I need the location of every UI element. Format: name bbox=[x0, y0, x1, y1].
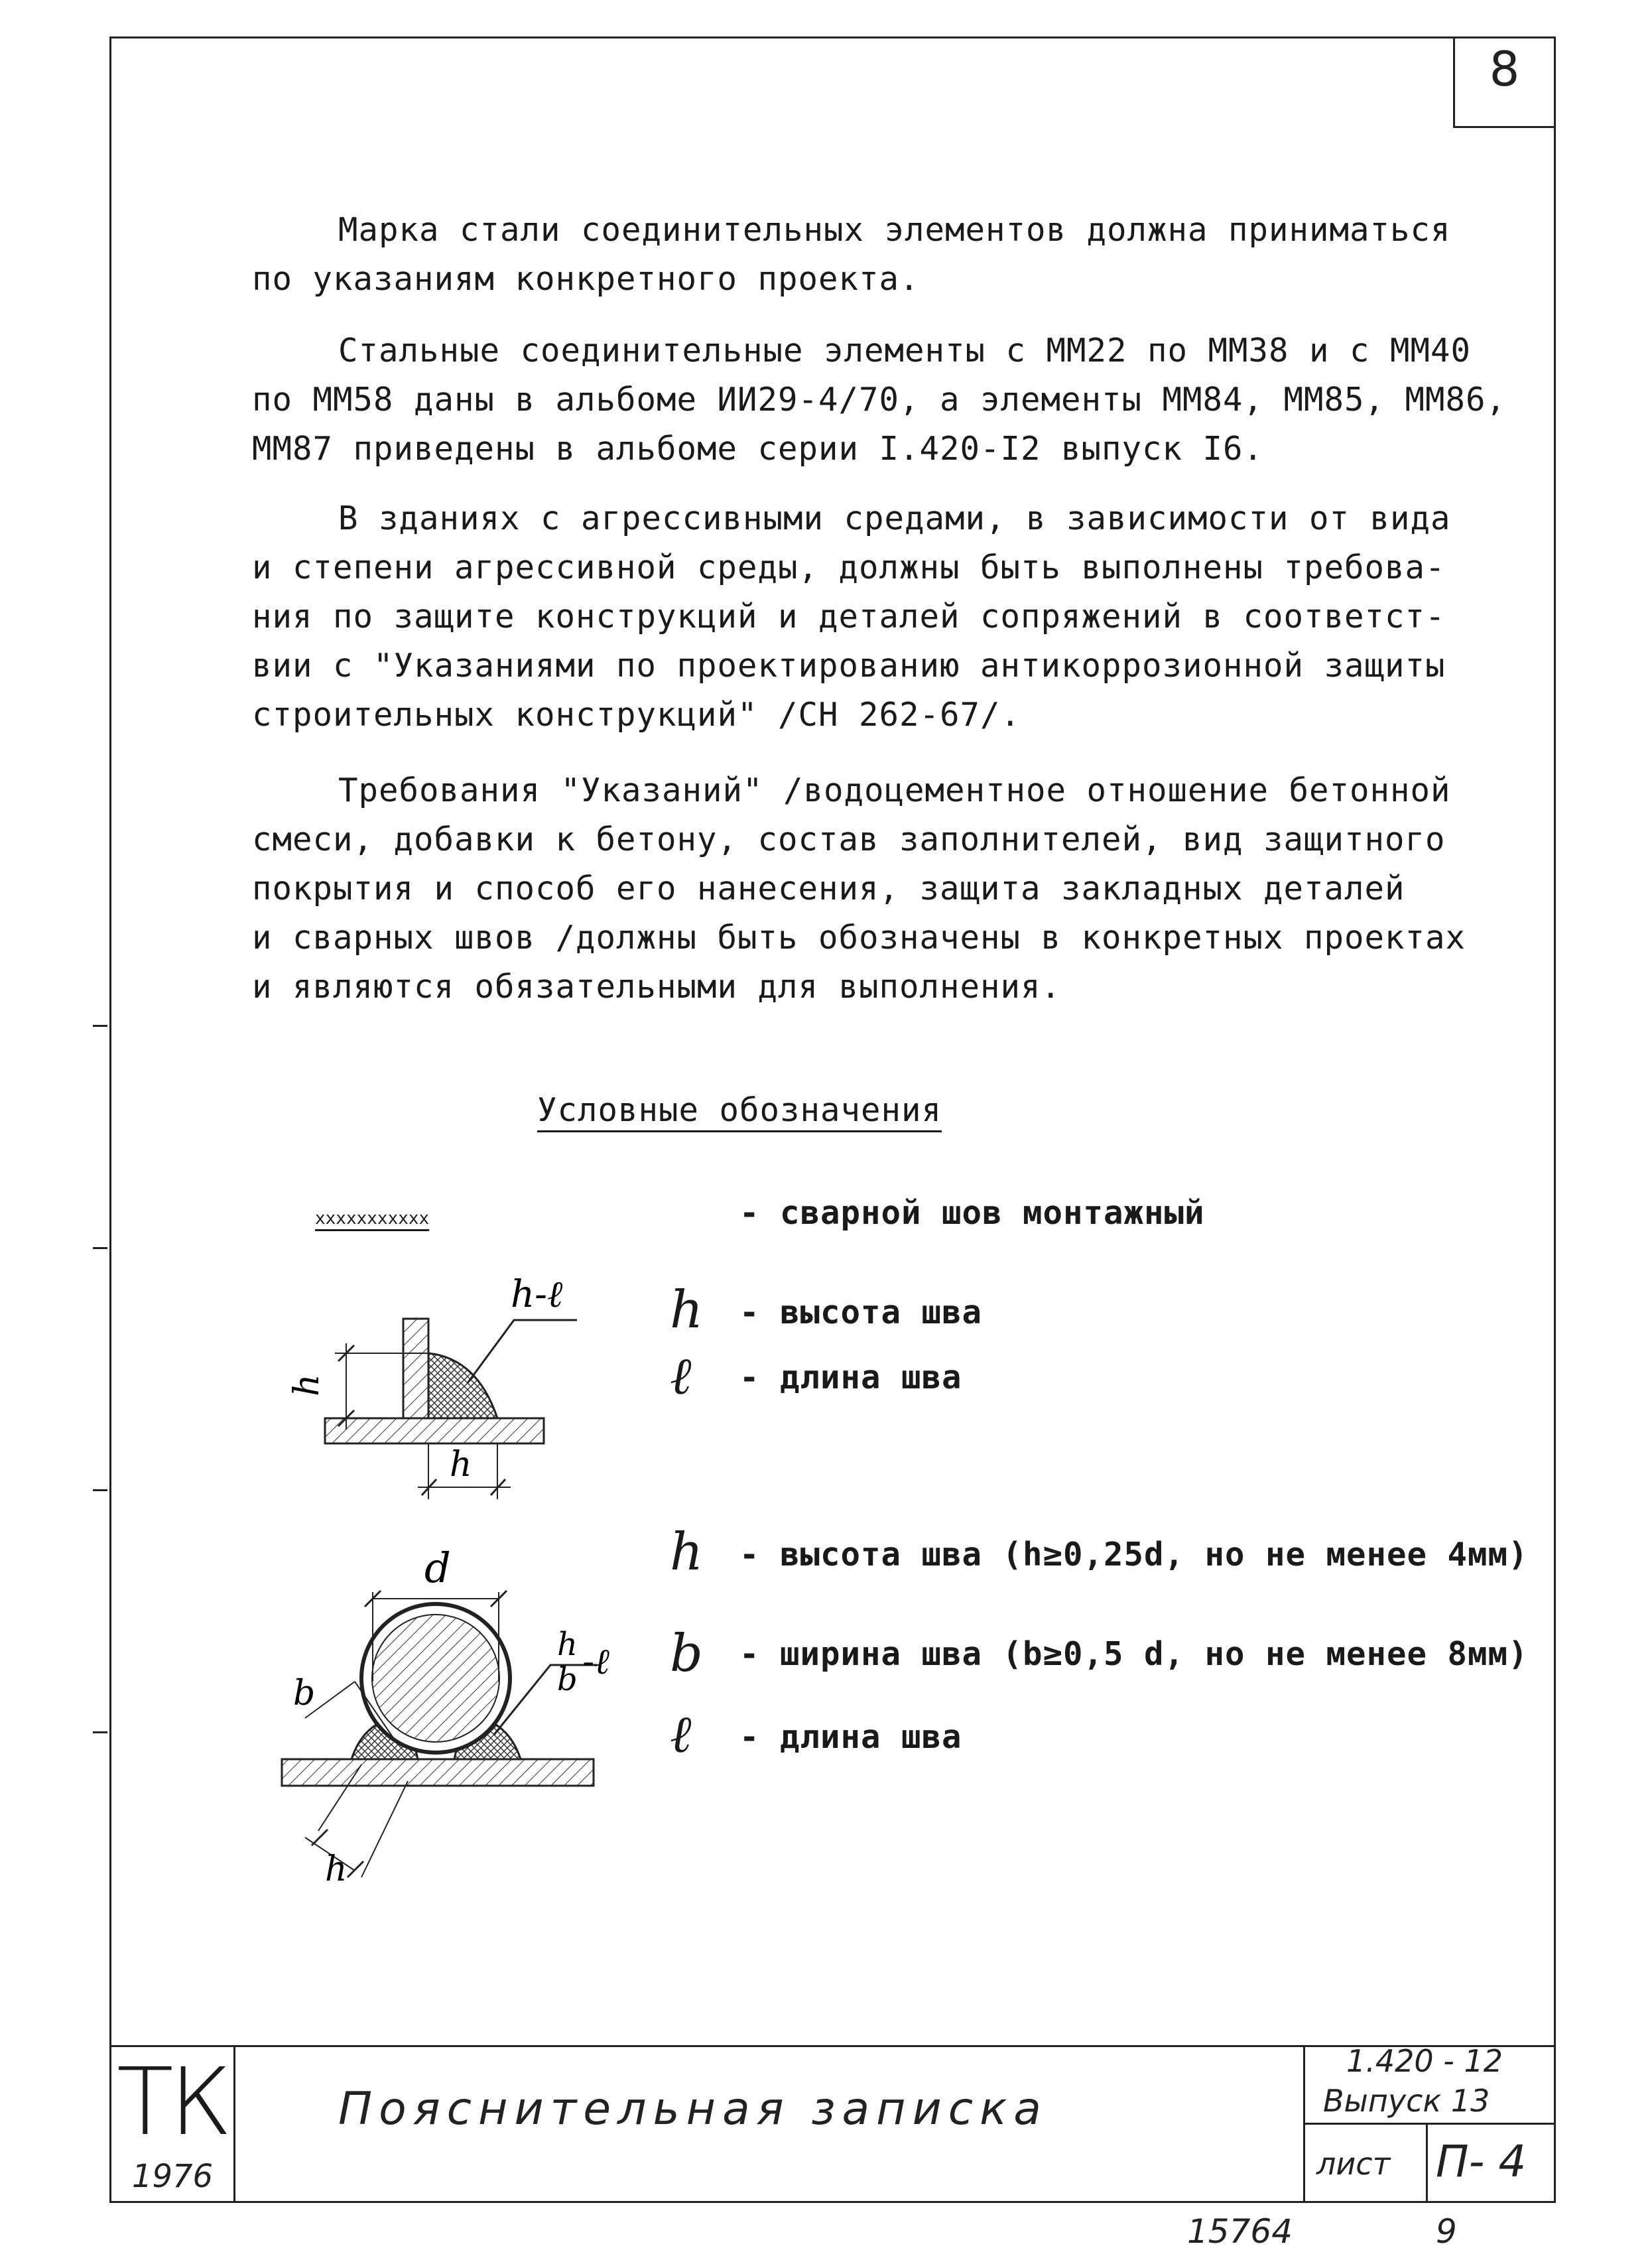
frame-right-border bbox=[1554, 36, 1556, 2202]
footer-number-right: 9 bbox=[1436, 2212, 1457, 2251]
title-block-top-border bbox=[109, 2045, 1556, 2047]
fig2-symbol-b: b bbox=[670, 1624, 703, 1684]
sheet-label: лист bbox=[1316, 2146, 1391, 2182]
margin-tick bbox=[93, 1731, 107, 1733]
fig2-callout-suffix: -ℓ bbox=[582, 1640, 609, 1682]
paragraph-line: Марка стали соединительных элементов должна приниматься bbox=[338, 211, 1451, 249]
weld-marker: xxxxxxxxxxx bbox=[315, 1209, 430, 1229]
fig2-text-l: - длина шва bbox=[739, 1718, 962, 1756]
round-bar-weld-figure bbox=[265, 1546, 676, 1884]
fillet-weld bbox=[428, 1353, 497, 1418]
callout-leader bbox=[468, 1320, 577, 1383]
fillet-weld-figure bbox=[265, 1247, 637, 1506]
paragraph-line: Требования "Указаний" /водоцементное отношение бетонной bbox=[338, 771, 1451, 809]
sheet-number: П- 4 bbox=[1436, 2136, 1527, 2187]
paragraph-2 bbox=[252, 326, 1512, 474]
vertical-plate bbox=[403, 1319, 428, 1418]
frame-top-border bbox=[109, 36, 1556, 38]
margin-tick bbox=[93, 1247, 107, 1249]
margin-tick bbox=[93, 1025, 107, 1027]
fig2-symbol-l: ℓ bbox=[670, 1705, 692, 1765]
fig1-text-l: - длина шва bbox=[739, 1359, 962, 1396]
fig2-callout-top: h bbox=[557, 1626, 578, 1663]
frame-left-border bbox=[109, 36, 111, 2202]
paragraph-line: и являются обязательными для выполнения. bbox=[252, 968, 1062, 1006]
title-block-divider-h bbox=[1303, 2123, 1555, 2125]
fig1-vertical-h-label: h bbox=[287, 1374, 327, 1396]
year-label: 1976 bbox=[131, 2158, 214, 2195]
title-block-divider bbox=[233, 2045, 235, 2202]
fig2-dim-b-label: b bbox=[293, 1674, 316, 1713]
fig2-dim-d-label: d bbox=[424, 1546, 451, 1592]
paragraph-1 bbox=[252, 206, 1512, 304]
document-title: Пояснительная записка bbox=[338, 2083, 1048, 2135]
base-plate bbox=[325, 1418, 544, 1443]
dim-line bbox=[361, 1781, 408, 1877]
round-bar-inner bbox=[372, 1615, 499, 1742]
series-label: 1.420 - 12 bbox=[1346, 2043, 1503, 2079]
fig1-dim-h-label: h bbox=[450, 1445, 472, 1485]
fig1-callout-label: h-ℓ bbox=[511, 1273, 563, 1316]
paragraph-line: по ММ58 даны в альбоме ИИ29-4/70, а элементы ММ84, ММ85, ММ86, bbox=[252, 381, 1507, 419]
paragraph-line: покрытия и способ его нанесения, защита закладных деталей bbox=[252, 870, 1405, 907]
page-number: 8 bbox=[1489, 41, 1520, 97]
paragraph-4 bbox=[252, 766, 1512, 1012]
issue-label: Выпуск 13 bbox=[1323, 2083, 1490, 2119]
fig1-symbol-l: ℓ bbox=[670, 1347, 692, 1406]
base-plate bbox=[282, 1759, 594, 1786]
fig2-text-h: - высота шва (h≥0,25d, но не менее 4мм) bbox=[739, 1536, 1529, 1573]
paragraph-line: строительных конструкций" /СН 262-67/. bbox=[252, 696, 1021, 734]
legend-title: Условные обозначения bbox=[537, 1091, 942, 1129]
paragraph-line: В зданиях с агрессивными средами, в зависимости от вида bbox=[338, 499, 1451, 537]
fig2-text-b: - ширина шва (b≥0,5 d, но не менее 8мм) bbox=[739, 1635, 1529, 1673]
fig1-symbol-h: h bbox=[670, 1280, 704, 1340]
title-block-bottom-border bbox=[109, 2201, 1556, 2203]
paragraph-line: Стальные соединительные элементы с ММ22 по ММ38 и с ММ40 bbox=[338, 332, 1472, 369]
paragraph-line: и степени агрессивной среды, должны быть выполнены требова- bbox=[252, 549, 1446, 586]
dim-tick bbox=[312, 1830, 328, 1845]
fig2-symbol-h: h bbox=[670, 1522, 704, 1582]
paragraph-line: вии с "Указаниями по проектированию антикоррозионной защиты bbox=[252, 647, 1446, 685]
fig2-dim-h-label: h bbox=[325, 1849, 348, 1884]
paragraph-line: и сварных швов /должны быть обозначены в конкретных проектах bbox=[252, 919, 1466, 957]
fig2-callout-bottom: b bbox=[557, 1661, 578, 1698]
paragraph-line: ния по защите конструкций и деталей сопряжений в соответст- bbox=[252, 598, 1446, 635]
fig1-text-h: - высота шва bbox=[739, 1294, 983, 1331]
paragraph-line: смеси, добавки к бетону, состав заполнителей, вид защитного bbox=[252, 821, 1446, 858]
margin-tick bbox=[93, 1489, 107, 1491]
dim-tick bbox=[348, 1861, 363, 1877]
weld-legend-text: - сварной шов монтажный bbox=[739, 1194, 1205, 1232]
title-block-divider bbox=[1426, 2123, 1428, 2202]
paragraph-line: ММ87 приведены в альбоме серии I.420-I2 выпуск I6. bbox=[252, 430, 1264, 468]
paragraph-line: по указаниям конкретного проекта. bbox=[252, 260, 920, 298]
paragraph-3 bbox=[252, 494, 1512, 740]
footer-number-left: 15764 bbox=[1187, 2212, 1293, 2251]
tk-logo: ТК bbox=[117, 2048, 228, 2157]
